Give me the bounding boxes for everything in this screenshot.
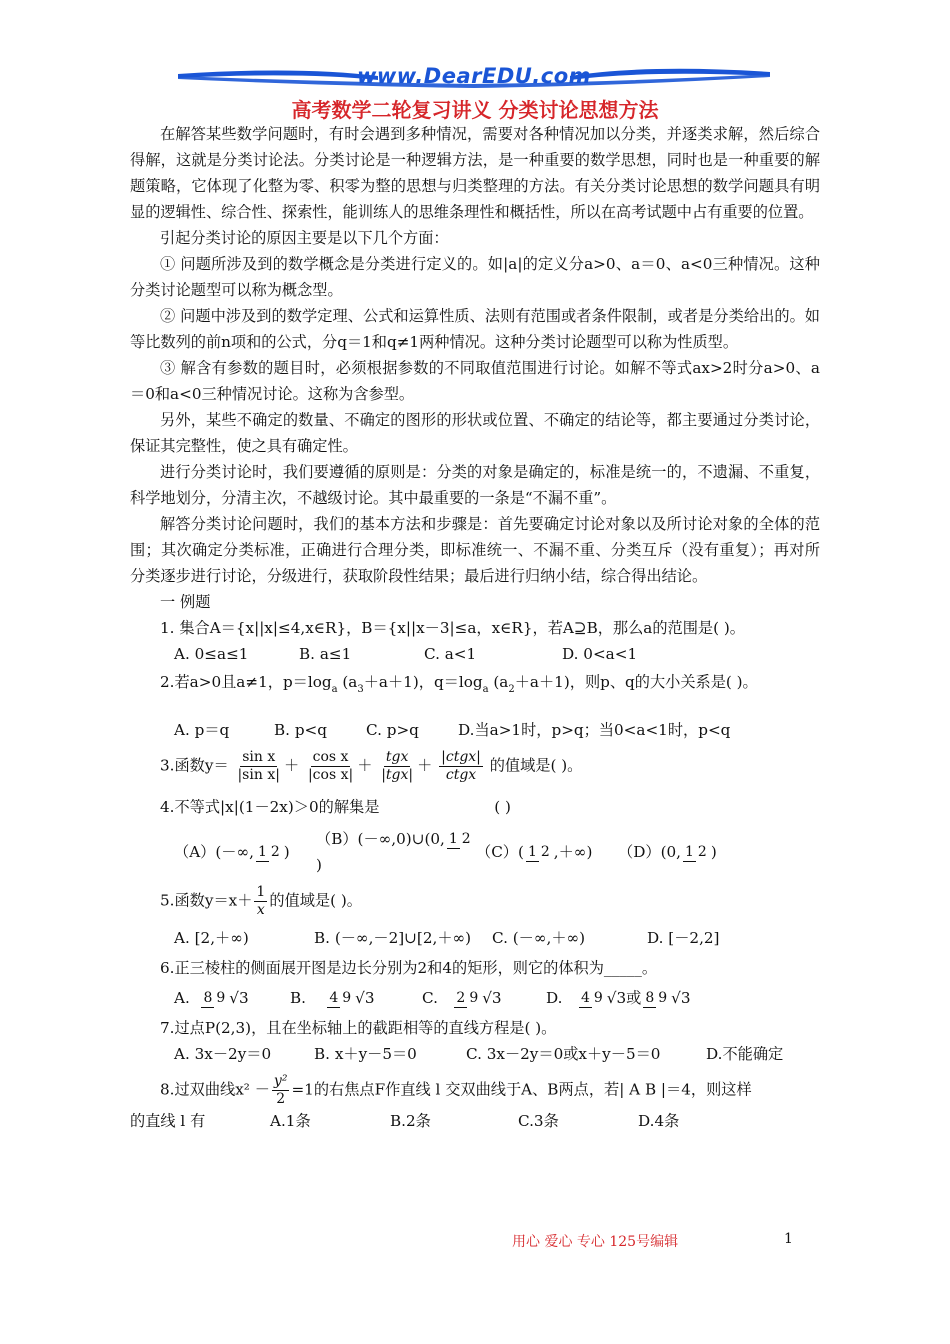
q1-option-a: A. 0≤a≤1 xyxy=(174,645,249,663)
q6-d-num: 4 xyxy=(580,990,590,1006)
question-6-stem: 6.正三棱柱的侧面展开图是边长分别为2和4的矩形，则它的体积为_____。 xyxy=(160,959,658,977)
q4-a-frac xyxy=(256,844,282,862)
q5-option-c: C. (－∞,＋∞) xyxy=(492,929,586,947)
q7-option-d: D.不能确定 xyxy=(706,1045,784,1063)
question-4-stem xyxy=(130,794,820,820)
q5-tail: 的值域是( )。 xyxy=(269,891,362,910)
q3-tail: 的值域是( )。 xyxy=(489,756,583,775)
q4-c-post: ,＋∞) xyxy=(553,843,593,861)
q4-a-label: （A） xyxy=(174,843,216,861)
q5-num: 1 xyxy=(256,884,266,900)
q4-d-pre: (0, xyxy=(660,843,681,861)
q6-b-den: 9 xyxy=(342,990,352,1006)
paragraph-intro: 在解答某些数学问题时，有时会遇到多种情况，需要对各种情况加以分类，并逐类求解，然后综合得解，这就是分类讨论法。分类讨论是一种逻辑方法，是一种重要的数学思想，同时也是一种重要的解题策略，它体现了化整为零、积零为整的思想与归类整理的方法。有关分类讨论思想的数学问题具有明显的逻辑性、综合性、探索性，能训练人的思维条理性和概括性，所以在高考试题中占有重要的位置。 xyxy=(130,125,820,221)
question-8-stem xyxy=(130,1073,820,1108)
q2-text-3: ＋a＋1)，q＝log xyxy=(363,673,483,691)
q4-c-pre: ( xyxy=(518,843,524,861)
q4-option-b xyxy=(316,826,476,878)
q6-d-label: D. xyxy=(546,989,563,1007)
q4-b-post: ) xyxy=(316,856,322,874)
section-heading: 一 例题 xyxy=(160,593,211,611)
q4-a-den: 2 xyxy=(270,844,280,860)
footer-text: 用心 爱心 专心 125号编辑 xyxy=(512,1234,679,1250)
q8-den: 2 xyxy=(276,1091,286,1107)
q2-exp-2: 2 xyxy=(508,684,515,695)
q2-text-2: (a xyxy=(342,673,358,691)
q5-option-b: B. (－∞,－2]∪[2,＋∞) xyxy=(314,929,472,947)
q6-d-den-2: 9 xyxy=(658,990,668,1006)
q6-b-frac xyxy=(327,990,353,1008)
q3-lead: 3.函数y＝ xyxy=(160,756,229,775)
q6-a-root: √3 xyxy=(229,989,249,1007)
q6-c-num: 2 xyxy=(456,990,466,1006)
question-7-stem: 7.过点P(2,3)，且在坐标轴上的截距相等的直线方程是( )。 xyxy=(160,1019,557,1037)
q2-option-d: D.当a>1时，p>q；当0<a<1时，p<q xyxy=(458,721,731,739)
q5-option-d: D. [－2,2] xyxy=(647,929,720,947)
q4-b-den: 2 xyxy=(461,831,471,847)
q4-option-d xyxy=(618,839,717,865)
q2-text-1: 2.若a>0且a≠1，p＝log xyxy=(160,673,332,691)
q6-d-den: 9 xyxy=(593,990,603,1006)
q3-f1-den: |sin x| xyxy=(237,767,280,783)
q6-d-root: √3 xyxy=(606,989,627,1007)
q2-option-b: B. p<q xyxy=(274,721,327,739)
q4-d-post: ) xyxy=(710,843,717,861)
q6-option-a xyxy=(174,985,290,1011)
paragraph-other: 另外，某些不确定的数量、不确定的图形的形状或位置、不确定的结论等，都主要通过分类讨论，保证其完整性，使之具有确定性。 xyxy=(130,411,820,455)
q2-option-c: C. p>q xyxy=(366,721,419,739)
q8-num: y² xyxy=(273,1073,288,1089)
q6-d-or: 或 xyxy=(626,989,642,1007)
q1-option-b: B. a≤1 xyxy=(299,645,352,663)
q6-b-num: 4 xyxy=(329,990,339,1006)
q1-option-c: C. a<1 xyxy=(424,645,477,663)
q3-fraction-ctg xyxy=(439,749,483,784)
q3-f3-num: tgx xyxy=(385,749,409,765)
paragraph-type-3: ③ 解含有参数的题目时，必须根据参数的不同取值范围进行讨论。如解不等式ax>2时分a>0、a＝0和a<0三种情况讨论。这称为含参型。 xyxy=(130,359,820,403)
q6-b-label: B. xyxy=(290,989,306,1007)
paragraph-method: 解答分类讨论问题时，我们的基本方法和步骤是：首先要确定讨论对象以及所讨论对象的全体的范围；其次确定分类标准，正确进行合理分类，即标准统一、不漏不重、分类互斥（没有重复）；再对所分类逐步进行讨论，分级进行，获取阶段性结果；最后进行归纳小结，综合得出结论。 xyxy=(130,515,820,585)
q7-option-a: A. 3x－2y＝0 xyxy=(174,1045,272,1063)
q3-fraction-tg xyxy=(379,749,415,784)
question-8-options xyxy=(130,1108,820,1134)
q7-option-b: B. x＋y－5＝0 xyxy=(314,1045,417,1063)
q6-a-label: A. xyxy=(174,989,190,1007)
q4-b-frac xyxy=(447,831,473,849)
q2-text-5: ＋a＋1)，则p、q的大小关系是( )。 xyxy=(514,673,758,691)
q8-option-b: B.2条 xyxy=(390,1112,431,1130)
question-5-options xyxy=(130,925,820,951)
q6-c-frac xyxy=(454,990,480,1008)
q6-c-label: C. xyxy=(422,989,438,1007)
q6-a-num: 8 xyxy=(203,990,213,1006)
q4-b-pre: (－∞,0)∪(0, xyxy=(357,830,445,848)
question-2-stem xyxy=(130,667,820,705)
q3-fraction-cos xyxy=(306,749,355,784)
q2-option-a: A. p＝q xyxy=(174,721,230,739)
q3-f1-num: sin x xyxy=(242,749,276,765)
header-banner xyxy=(178,62,770,92)
q4-a-num: 1 xyxy=(257,844,267,860)
question-1-options xyxy=(130,641,820,667)
q6-b-root: √3 xyxy=(355,989,375,1007)
q2-exp-3: 3 xyxy=(357,684,364,695)
q2-log-base-2: a xyxy=(482,684,489,695)
q4-b-label: （B） xyxy=(316,830,358,848)
q7-option-c: C. 3x－2y＝0或x＋y－5＝0 xyxy=(466,1045,661,1063)
document-title: 高考数学二轮复习讲义 分类讨论思想方法 xyxy=(291,98,659,122)
q5-option-a: A. [2,＋∞) xyxy=(174,929,249,947)
q6-d-frac-2 xyxy=(643,990,669,1008)
question-7-options xyxy=(130,1041,820,1067)
q4-d-den: 2 xyxy=(697,844,707,860)
q4-text: 4.不等式|x|(1－2x)＞0的解集是 xyxy=(160,798,380,816)
q6-c-root: √3 xyxy=(482,989,502,1007)
q3-f4-num: |ctgx| xyxy=(441,749,481,765)
q1-option-d: D. 0<a<1 xyxy=(562,645,638,663)
q8-lead: 8.过双曲线x² － xyxy=(160,1080,270,1099)
q2-text-4: (a xyxy=(493,673,509,691)
q4-d-frac xyxy=(683,844,709,862)
q6-d-frac xyxy=(579,990,605,1008)
q5-lead: 5.函数y＝x＋ xyxy=(160,891,253,910)
question-2-options xyxy=(130,717,820,743)
q8-tail: =1的右焦点F作直线 l 交双曲线于A、B两点，若| A B |＝4，则这样 xyxy=(291,1080,752,1099)
q8-frac xyxy=(272,1073,290,1108)
q4-a-post: ) xyxy=(283,843,290,861)
question-5-stem xyxy=(130,884,820,919)
paragraph-type-2: ② 问题中涉及到的数学定理、公式和运算性质、法则有范围或者条件限制，或者是分类给出的。如等比数列的前n项和的公式，分q＝1和q≠1两种情况。这种分类讨论题型可以称为性质型。 xyxy=(130,307,820,351)
question-1-stem: 1. 集合A＝{x||x|≤4,x∈R}，B＝{x||x－3|≤a，x∈R}，若A⊇B，那么a的范围是( )。 xyxy=(160,619,745,637)
q6-c-den: 9 xyxy=(469,990,479,1006)
q3-fraction-sin xyxy=(235,749,281,784)
q6-option-d xyxy=(546,985,691,1011)
q4-c-label: （C） xyxy=(476,843,518,861)
q8-option-c: C.3条 xyxy=(518,1112,559,1130)
site-logo-text[interactable]: www.DearEDU.com xyxy=(356,64,592,88)
q6-a-den: 9 xyxy=(216,990,226,1006)
q4-c-den: 2 xyxy=(540,844,550,860)
q4-c-num: 1 xyxy=(527,844,537,860)
q5-den: x xyxy=(256,902,265,918)
q4-paren: ( ) xyxy=(494,798,511,816)
q2-log-base: a xyxy=(331,684,338,695)
q8-option-a: A.1条 xyxy=(270,1112,311,1130)
paragraph-principle: 进行分类讨论时，我们要遵循的原则是：分类的对象是确定的，标准是统一的，不遗漏、不重复，科学地划分，分清主次，不越级讨论。其中最重要的一条是“不漏不重”。 xyxy=(130,463,820,507)
q6-d-root-2: √3 xyxy=(671,989,691,1007)
q4-d-num: 1 xyxy=(684,844,694,860)
q5-frac xyxy=(254,884,267,919)
q3-f4-den: ctgx xyxy=(445,767,477,783)
q4-a-pre: (－∞, xyxy=(215,843,254,861)
q3-f2-num: cos x xyxy=(312,749,349,765)
document-body xyxy=(130,121,820,1134)
q4-c-frac xyxy=(526,844,552,862)
q4-option-c xyxy=(476,839,618,865)
q6-d-num-2: 8 xyxy=(645,990,655,1006)
q4-b-num: 1 xyxy=(448,831,458,847)
q6-option-c xyxy=(422,985,546,1011)
q3-f3-den: |tgx| xyxy=(381,767,414,783)
q8-option-d: D.4条 xyxy=(638,1112,680,1130)
q8-line2: 的直线 l 有 xyxy=(130,1112,206,1130)
question-3-stem: 3.函数y＝ $\frac{\text{sin x}}{\text{|sin x|}}$ ＋ $\frac{\text{cos x}}{\text{|cos x|}}$ ＋ $\frac{\text{tgx}}{\text{|tgx|}}$ ＋ $\frac{\text{|ctgx|}}{\text{ctgx}}$ 的值域是( )。 xyxy=(160,749,583,783)
q3-f2-den: |cos x| xyxy=(307,767,354,783)
q4-option-a xyxy=(174,839,316,865)
question-6-options xyxy=(130,985,820,1011)
page-number: 1 xyxy=(784,1231,793,1247)
question-4-options xyxy=(130,826,820,878)
q4-d-label: （D） xyxy=(618,843,661,861)
q6-option-b xyxy=(290,985,422,1011)
paragraph-type-1: ① 问题所涉及到的数学概念是分类进行定义的。如|a|的定义分a>0、a＝0、a<0三种情况。这种分类讨论题型可以称为概念型。 xyxy=(130,255,820,299)
q6-a-frac xyxy=(201,990,227,1008)
paragraph-reasons: 引起分类讨论的原因主要是以下几个方面： xyxy=(160,229,449,247)
